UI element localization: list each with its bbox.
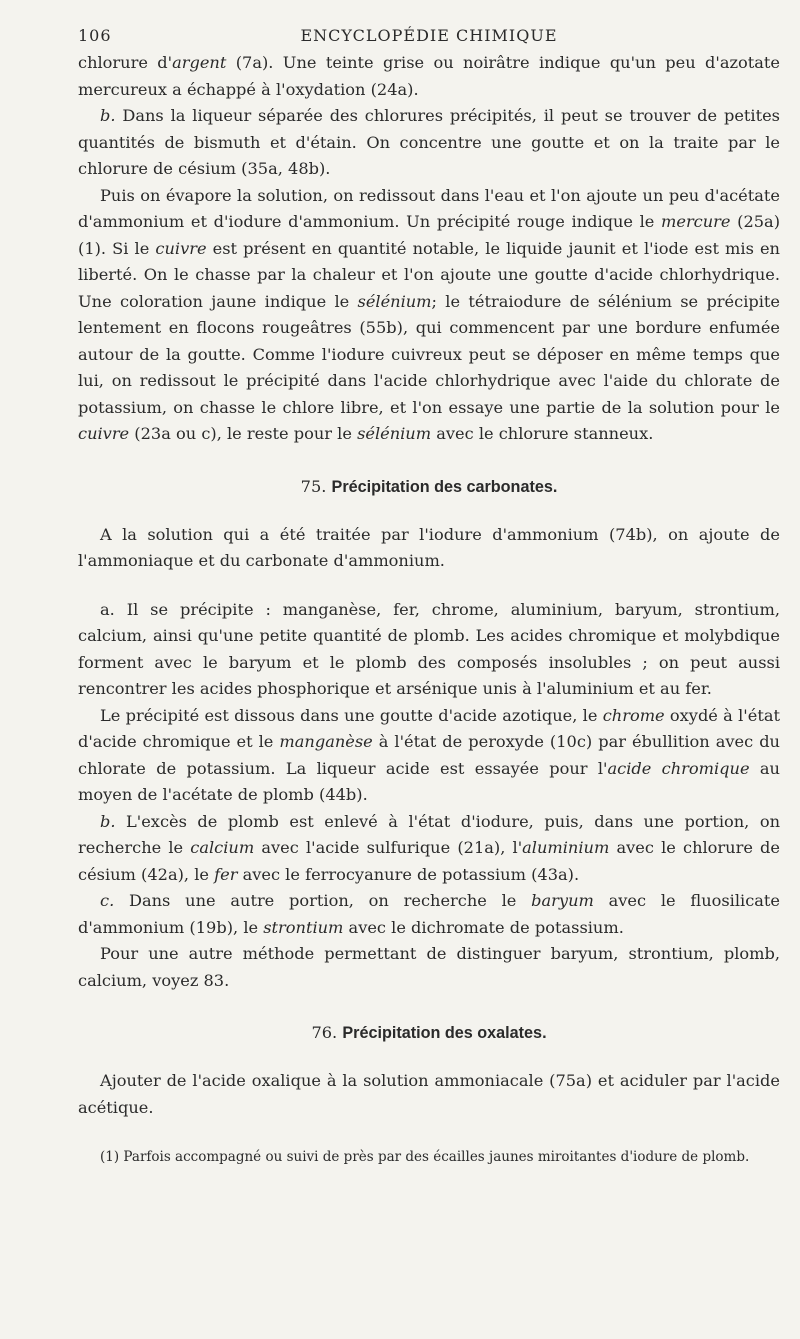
paragraph-4: A la solution qui a été traitée par l'iodure d'ammonium (74b), on ajoute de l'ammoniaque et du carbonate d'ammonium. [78,524,780,570]
italic-term: baryum [531,891,594,910]
text: au moyen de l'acétate de plomb (44b). [78,758,780,804]
page-header [78,22,780,50]
footnote: (1) Parfois accompagné ou suivi de près par des écailles jaunes miroitantes d'iodure de plomb. [100,1149,750,1165]
section-number: 75. [300,476,327,496]
item-letter: b. [100,106,116,125]
italic-term: acide chromique [607,758,750,778]
section-heading-75 [78,474,780,500]
italic-term: aluminium [522,838,610,857]
italic-term: cuivre [155,238,207,258]
italic-term: cuivre [78,424,130,443]
item-letter: b. [100,811,116,831]
italic-term: chrome [602,705,665,725]
italic-term: calcium [190,838,255,857]
paragraph-10: Ajouter de l'acide oxalique à la solution ammoniacale (75a) et aciduler par l'acide acétique. [78,1071,780,1117]
text: Dans une autre portion, on recherche le [114,891,532,910]
text: avec le ferrocyanure de potassium (43a). [237,864,580,884]
text: avec le chlorure de césium (42a), le [78,838,780,884]
item-letter: c. [100,891,115,910]
text: avec le chlorure stanneux. [431,424,654,443]
section-number: 76. [311,1023,338,1042]
italic-term: sélénium [357,424,432,443]
italic-term: mercure [661,212,731,231]
italic-term: fer [214,864,238,884]
paragraph-6 [78,703,780,809]
paragraph-9: Pour une autre méthode permettant de distinguer baryum, strontium, plomb, calcium, voyez 83. [78,944,780,990]
text: Dans la liqueur séparée des chlorures précipités, il peut se trouver de petites quantités de bismuth et d'étain. On concentre une goutte et on la traite par le chlorure de césium (35a, 48b). [78,106,780,178]
paragraph-7 [78,809,780,889]
text: L'excès de plomb est enlevé à l'état d'iodure, puis, dans une portion, on recherche le [78,811,780,857]
section-title: Précipitation des oxalates. [342,1024,547,1042]
running-title: ENCYCLOPÉDIE CHIMIQUE [300,26,558,45]
text: ; le tétraiodure de sélénium se précipite lentement en flocons rougeâtres (55b), qui commencent par une bordure enfumée autour de la goutte. Comme l'iodure cuivreux peut se déposer en même temps que lui, on redissout le précipité dans l'acide chlorhydrique avec l'aide du chlorate de potassium, on chasse le chlore libre, et l'on essaye une partie de la solution pour le [78,291,780,417]
text: chlorure d' [78,53,173,72]
text: avec le dichromate de potassium. [343,917,624,937]
paragraph-1 [78,50,780,103]
text: (7a). Une teinte grise ou noirâtre indique qu'un peu d'azotate mercureux a échappé à l'oxydation (24a). [78,53,780,99]
text: oxydé à l'état d'acide chromique et le [78,705,781,751]
italic-term: sélénium [357,291,432,311]
text: Le précipité est dissous dans une goutte d'acide azotique, le [100,705,603,725]
italic-term: strontium [263,917,344,937]
text: avec l'acide sulfurique (21a), l' [254,838,523,857]
paragraph-8 [78,888,780,941]
text: à l'état de peroxyde (10c) par ébullition avec du chlorate de potassium. La liqueur acide est essayée pour l' [78,732,780,778]
text: Puis on évapore la solution, on redissout dans l'eau et l'on ajoute un peu d'acétate d'ammonium et d'iodure d'ammonium. Un précipité rouge indique le [78,185,780,231]
page-number: 106 [78,26,112,45]
section-heading-76 [78,1020,780,1046]
paragraph-2 [78,103,780,183]
text: (23a ou c), le reste pour le [129,424,358,443]
italic-term: manganèse [279,732,373,751]
italic-term: argent [172,53,227,72]
text: (25a) (1). Si le [78,212,781,258]
page [78,22,780,1168]
paragraph-5: a. Il se précipite : manganèse, fer, chrome, aluminium, baryum, strontium, calcium, ainsi qu'une petite quantité de plomb. Les acides chromique et molybdique forment avec le baryum et le plomb des composés insolubles ; on peut aussi rencontrer les acides phosphorique et arsénique unis à l'aluminium et au fer. [78,599,780,698]
section-title: Précipitation des carbonates. [331,477,558,496]
text: avec le fluosilicate d'ammonium (19b), le [78,891,781,937]
text: est présent en quantité notable, le liquide jaunit et l'iode est mis en liberté. On le chasse par la chaleur et l'on ajoute une goutte d'acide chlorhydrique. Une coloration jaune indique le [78,238,780,311]
paragraph-3 [78,183,780,448]
